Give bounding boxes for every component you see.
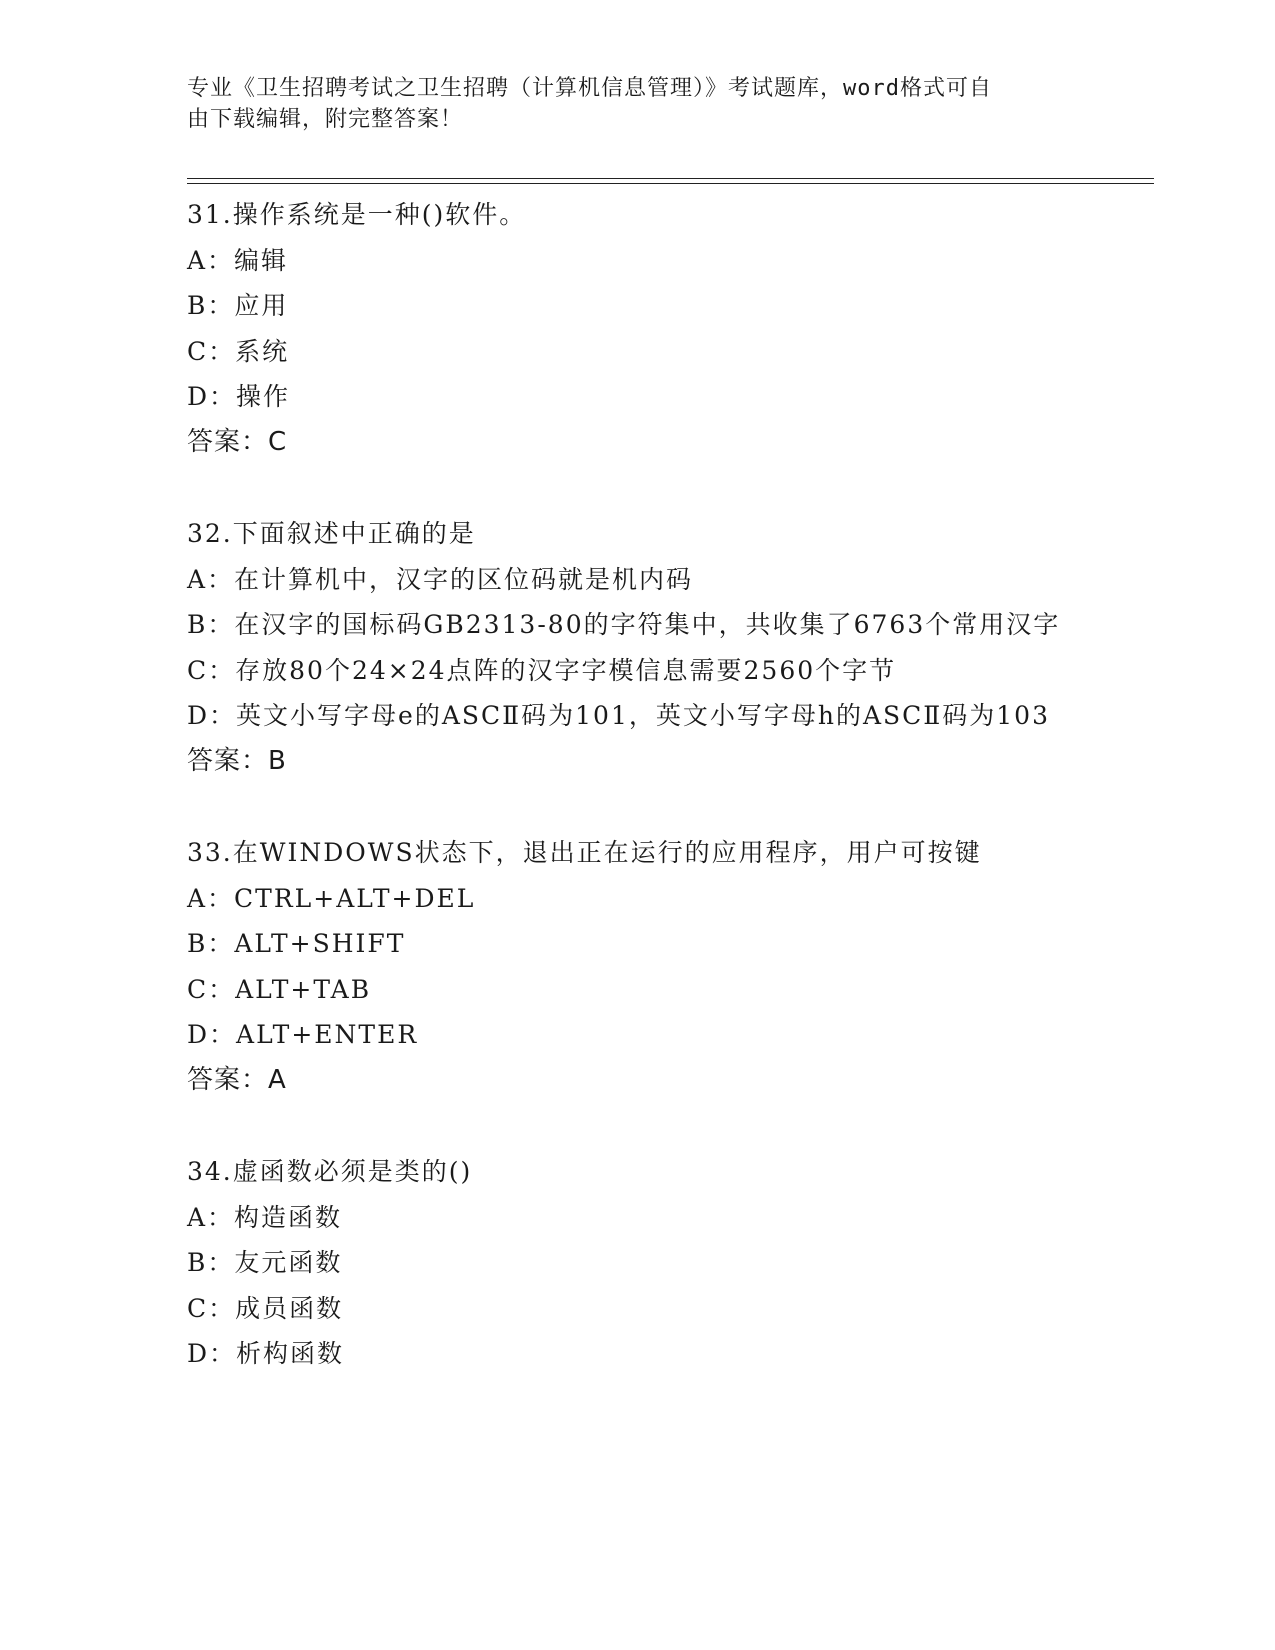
option-c: C：存放80个24×24点阵的汉字字模信息需要2560个字节 [187,655,897,685]
question-stem: 33.在WINDOWS状态下，退出正在运行的应用程序，用户可按键 [187,838,982,867]
answer-line: 答案：A [187,1064,287,1095]
option-c: C：系统 [187,336,290,366]
answer-line: 答案：B [187,745,287,776]
option-a: A：CTRL+ALT+DEL [187,883,476,913]
option-d: D：英文小写字母e的ASCⅡ码为101，英文小写字母h的ASCⅡ码为103 [187,701,1050,730]
answer-line: 答案：C [187,426,288,457]
question-34 [187,1149,1067,1377]
question-31 [187,192,1067,465]
option-b: B：ALT+SHIFT [187,929,406,958]
header-divider-bottom [187,183,1154,184]
question-stem: 32.下面叙述中正确的是 [187,519,476,548]
document-header [187,73,1067,135]
option-b: B：友元函数 [187,1248,343,1277]
option-c: C：ALT+TAB [187,974,372,1004]
option-a: A：编辑 [187,245,289,275]
question-stem: 34.虚函数必须是类的() [187,1157,473,1186]
option-c: C：成员函数 [187,1293,344,1323]
option-b: B：应用 [187,291,289,320]
question-32 [187,511,1067,784]
question-33 [187,830,1067,1103]
option-a: A：在计算机中，汉字的区位码就是机内码 [187,564,694,594]
option-a: A：构造函数 [187,1202,343,1232]
option-d: D：析构函数 [187,1339,345,1368]
option-d: D：操作 [187,382,291,411]
question-stem: 31.操作系统是一种()软件。 [187,200,527,229]
header-line-2: 由下载编辑，附完整答案！ [187,107,464,132]
option-d: D：ALT+ENTER [187,1020,419,1049]
question-list [187,192,1067,1423]
header-divider-top [187,178,1154,179]
header-line-1: 专业《卫生招聘考试之卫生招聘（计算机信息管理）》考试题库，word格式可自 [187,76,992,101]
option-b: B：在汉字的国标码GB2313-80的字符集中，共收集了6763个常用汉字 [187,610,1061,639]
